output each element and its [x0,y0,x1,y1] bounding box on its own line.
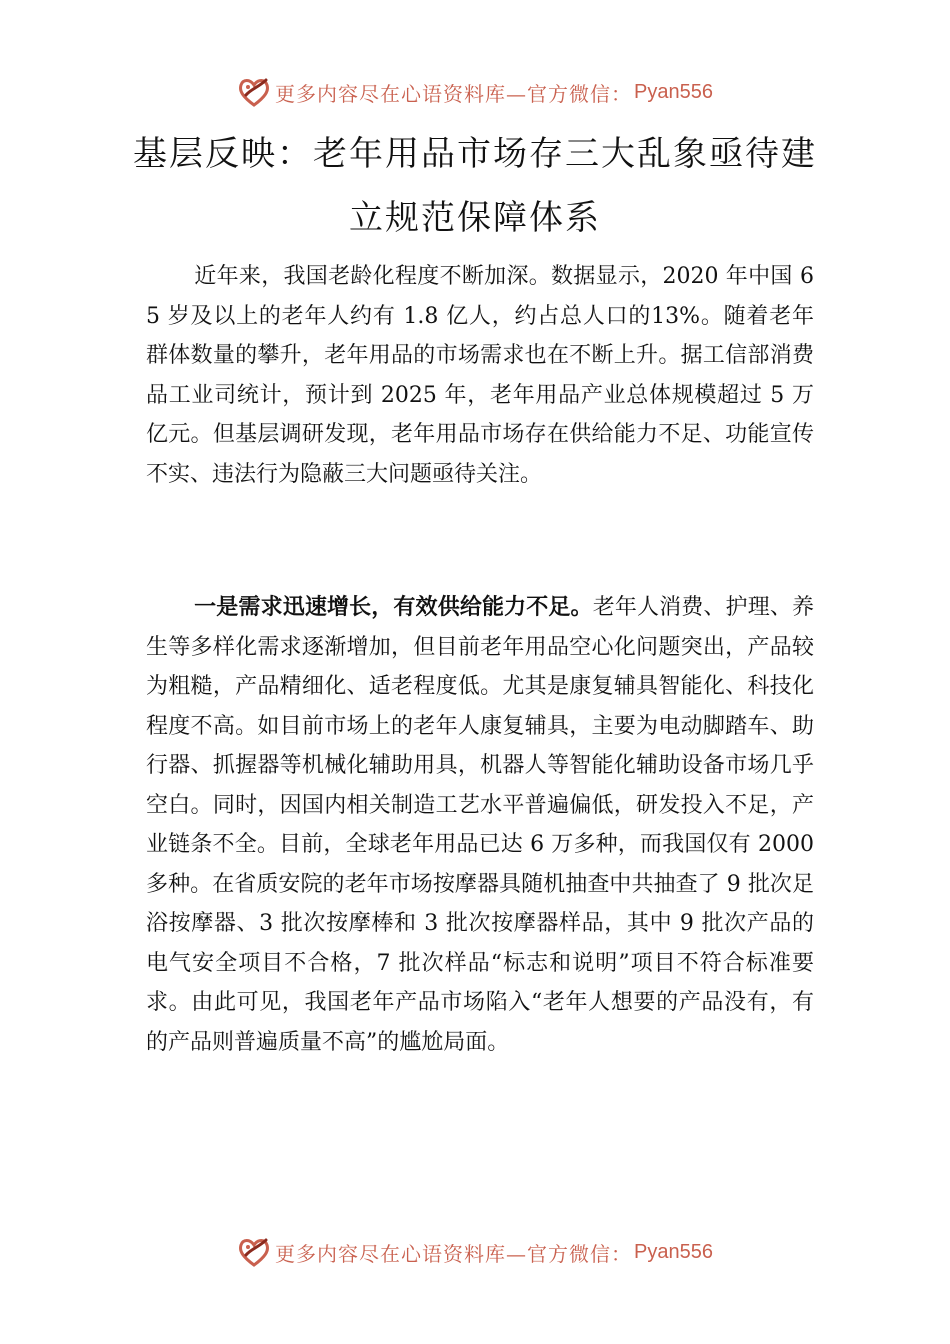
page-title: 基层反映：老年用品市场存三大乱象亟待建立规范保障体系 [133,134,817,238]
brush-heart-logo-icon [237,1235,271,1269]
paragraph-point-one [146,588,814,1062]
header-banner [0,72,950,112]
banner-wechat-id: Pyan556 [634,1240,713,1263]
footer-banner [0,1232,950,1272]
paragraph-point-one-heading: 一是需求迅速增长，有效供给能力不足。 [194,595,593,620]
brush-heart-logo-icon [237,75,271,109]
paragraph-intro-text: 近年来，我国老龄化程度不断加深。数据显示，2020 年中国 65 岁及以上的老年人约有 1.8 亿人，约占总人口的13%。随着老年群体数量的攀升，老年用品的市场需求也在不断上升。据工信部消费品工业司统计，预计到 2025 年，老年用品产业总体规模超过 5 万亿元。但基层调研发现，老年用品市场存在供给能力不足、功能宣传不实、违法行为隐蔽三大问题亟待关注。 [146,264,814,487]
banner-text: 更多内容尽在心语资料库—官方微信： [275,81,633,106]
banner-wechat-id: Pyan556 [634,80,713,103]
paragraph-intro [146,257,814,494]
paragraph-point-one-body: 老年人消费、护理、养生等多样化需求逐渐增加，但目前老年用品空心化问题突出，产品较为粗糙，产品精细化、适老程度低。尤其是康复辅具智能化、科技化程度不高。如目前市场上的老年人康复辅具，主要为电动脚踏车、助行器、抓握器等机械化辅助用具，机器人等智能化辅助设备市场几乎空白。同时，因国内相关制造工艺水平普遍偏低，研发投入不足，产业链条不全。目前，全球老年用品已达 6 万多种，而我国仅有 2000 多种。在省质安院的老年市场按摩器具随机抽查中共抽查了 9 批次足浴按摩器、3 批次按摩棒和 3 批次按摩器样品，其中 9 批次产品的电气安全项目不合格，7 批次样品“标志和说明”项目不符合标准要求。由此可见，我国老年产品市场陷入“老年人想要的产品没有，有的产品则普遍质量不高”的尴尬局面。 [146,595,814,1055]
banner-text: 更多内容尽在心语资料库—官方微信： [275,1241,633,1266]
